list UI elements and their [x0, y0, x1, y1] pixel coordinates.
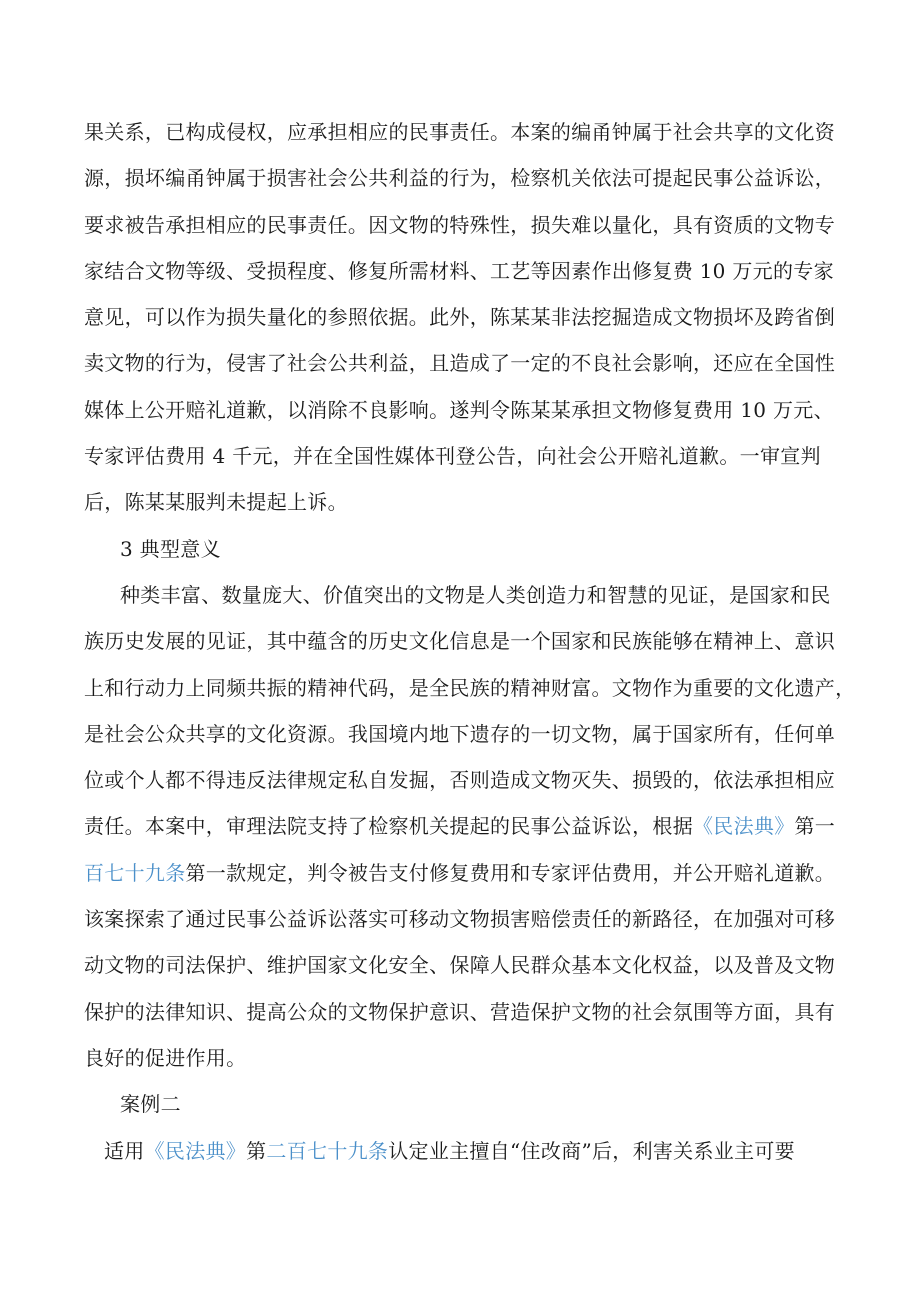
paragraph-line: 卖文物的行为，侵害了社会公共利益，且造成了一定的不良社会影响，还应在全国性	[84, 351, 836, 376]
paragraph-line: 上和行动力上同频共振的精神代码，是全民族的精神财富。文物作为重要的文化遗产，	[84, 675, 856, 700]
line-text: 第一款规定，判令被告支付修复费用和专家评估费用，并公开赔礼道歉。	[185, 860, 836, 885]
paragraph-line: 家结合文物等级、受损程度、修复所需材料、工艺等因素作出修复费 10 万元的专家	[84, 258, 834, 283]
paragraph-line: 动文物的司法保护、维护国家文化安全、保障人民群众基本文化权益，以及普及文物	[84, 953, 836, 978]
paragraph-line: 该案探索了通过民事公益诉讼落实可移动文物损害赔偿责任的新路径，在加强对可移	[84, 907, 836, 932]
paragraph-line: 是社会公众共享的文化资源。我国境内地下遗存的一切文物，属于国家所有，任何单	[84, 721, 836, 746]
paragraph-line-with-citation	[84, 850, 864, 896]
paragraph-line: 媒体上公开赔礼道歉，以消除不良影响。遂判令陈某某承担文物修复费用 10 万元、	[84, 397, 834, 422]
line-text: 第	[246, 1138, 267, 1163]
article-279-link[interactable]: 二百七十九条	[266, 1138, 389, 1163]
paragraph-line: 保护的法律知识、提高公众的文物保护意识、营造保护文物的社会氛围等方面，具有	[84, 999, 836, 1024]
line-text: 第一	[794, 814, 836, 839]
document-body	[84, 109, 864, 1174]
civil-code-link[interactable]: 《民法典》	[144, 1138, 247, 1163]
paragraph-line: 种类丰富、数量庞大、价值突出的文物是人类创造力和智慧的见证，是国家和民	[120, 582, 831, 607]
section-heading-case-two: 案例二	[120, 1092, 181, 1117]
paragraph-line-with-citation	[104, 1128, 864, 1174]
paragraph-line: 族历史发展的见证，其中蕴含的历史文化信息是一个国家和民族能够在精神上、意识	[84, 629, 836, 654]
line-text: 认定业主擅自“住改商”后，利害关系业主可要	[388, 1138, 795, 1163]
paragraph-line: 意见，可以作为损失量化的参照依据。此外，陈某某非法挖掘造成文物损坏及跨省倒	[84, 305, 836, 330]
paragraph-line: 后，陈某某服判未提起上诉。	[84, 490, 348, 515]
paragraph-line: 果关系，已构成侵权，应承担相应的民事责任。本案的编甬钟属于社会共享的文化资	[84, 120, 836, 144]
paragraph-line: 位或个人都不得违反法律规定私自发掘，否则造成文物灭失、损毁的，依法承担相应	[84, 768, 836, 793]
article-179-link[interactable]: 百七十九条	[84, 860, 186, 885]
civil-code-link[interactable]: 《民法典》	[693, 814, 795, 839]
paragraph-line-with-citation	[84, 803, 864, 849]
line-text: 责任。本案中，审理法院支持了检察机关提起的民事公益诉讼，根据	[84, 814, 693, 839]
paragraph-line: 良好的促进作用。	[84, 1045, 247, 1070]
section-heading-typical-significance: 3 典型意义	[120, 536, 221, 561]
paragraph-line: 要求被告承担相应的民事责任。因文物的特殊性，损失难以量化，具有资质的文物专	[84, 212, 836, 237]
line-text: 适用	[104, 1138, 145, 1163]
paragraph-line: 专家评估费用 4 千元，并在全国性媒体刊登公告，向社会公开赔礼道歉。一审宣判	[84, 444, 821, 469]
paragraph-line: 源，损坏编甬钟属于损害社会公共利益的行为，检察机关依法可提起民事公益诉讼，	[84, 166, 836, 191]
